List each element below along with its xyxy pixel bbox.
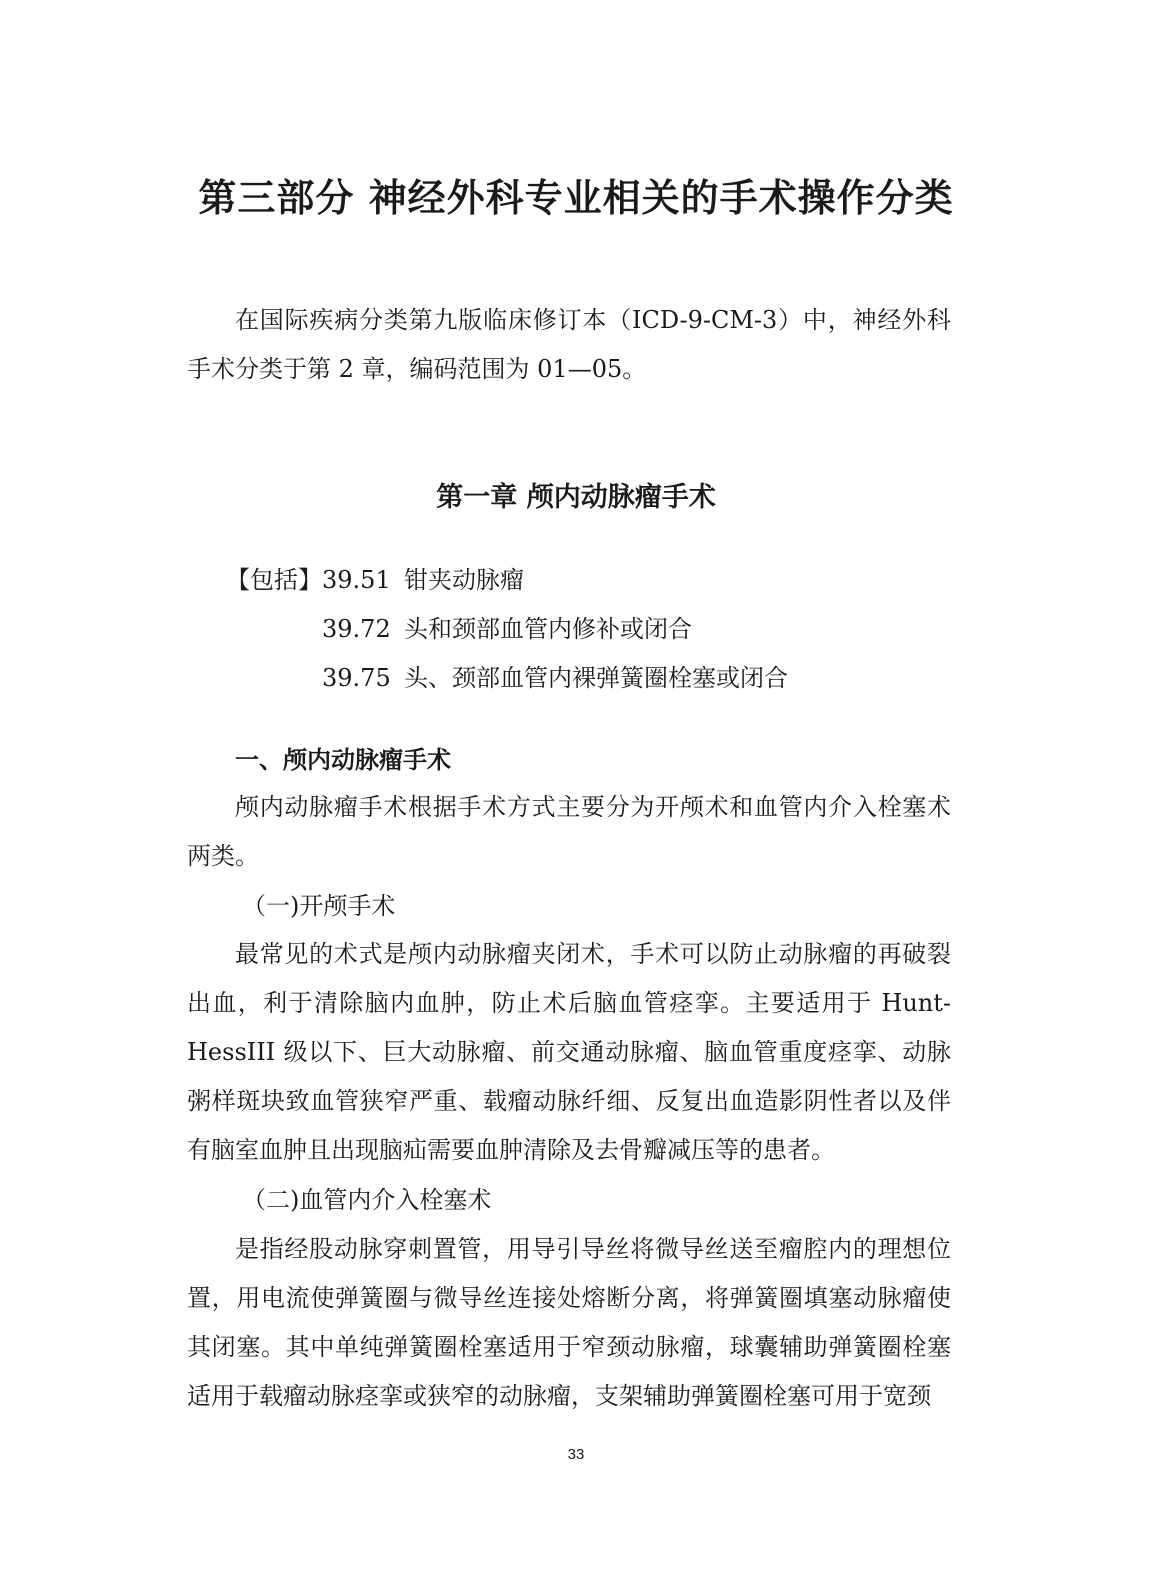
section-heading: 一、颅内动脉瘤手术 [235,746,451,774]
subsection-heading-craniotomy: （一)开颅手术 [242,892,396,920]
procedure-code: 39.51 [322,566,391,594]
include-item [226,556,788,605]
procedure-name: 头和颈部血管内修补或闭合 [404,615,692,643]
procedure-code: 39.72 [322,615,391,643]
procedure-name: 钳夹动脉瘤 [404,566,524,594]
section-paragraph: 颅内动脉瘤手术根据手术方式主要分为开颅术和血管内介入栓塞术两类。 [187,793,951,870]
page-number: 33 [567,1446,585,1463]
procedure-name: 头、颈部血管内裸弹簧圈栓塞或闭合 [404,664,788,692]
craniotomy-paragraph: 最常见的术式是颅内动脉瘤夹闭术，手术可以防止动脉瘤的再破裂出血，利于清除脑内血肿，防止术后脑血管痉挛。主要适用于 Hunt-HessIII 级以下、巨大动脉瘤、前交通动脉瘤、脑血管重度痉挛、动脉粥样斑块致血管狭窄严重、载瘤动脉纤细、反复出血造影阴性者以及伴有脑室血肿且出现脑疝需要血肿清除及去骨瓣减压等的患者。 [187,940,951,1164]
include-list [226,556,788,703]
procedure-code: 39.75 [322,664,391,692]
part-title: 第三部分 神经外科专业相关的手术操作分类 [198,176,954,220]
include-item [226,654,788,703]
include-item [226,605,788,654]
intro-paragraph: 在国际疾病分类第九版临床修订本（ICD-9-CM-3）中，神经外科手术分类于第 2 章，编码范围为 01—05。 [187,306,951,383]
include-tag-spacer [226,654,322,703]
subsection-heading-endovascular: （二)血管内介入栓塞术 [242,1186,492,1214]
include-tag-spacer [226,605,322,654]
endovascular-paragraph: 是指经股动脉穿刺置管，用导引导丝将微导丝送至瘤腔内的理想位置，用电流使弹簧圈与微导丝连接处熔断分离，将弹簧圈填塞动脉瘤使其闭塞。其中单纯弹簧圈栓塞适用于窄颈动脉瘤，球囊辅助弹簧圈栓塞适用于载瘤动脉痉挛或狭窄的动脉瘤，支架辅助弹簧圈栓塞可用于宽颈 [187,1235,951,1410]
include-tag: 【包括】 [226,566,322,594]
chapter-title: 第一章 颅内动脉瘤手术 [436,482,716,513]
